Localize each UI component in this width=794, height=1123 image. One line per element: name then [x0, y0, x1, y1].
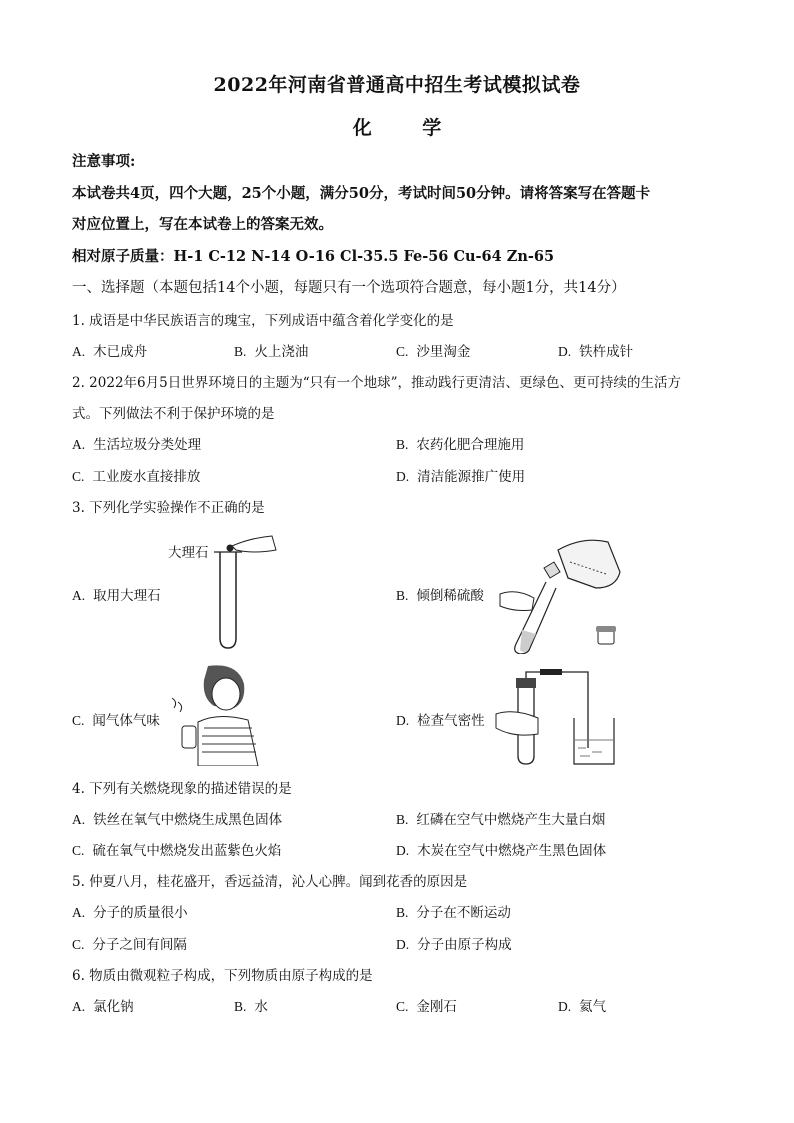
atomic-masses: 相对原子质量：H-1 C-12 N-14 O-16 Cl-35.5 Fe-56 Cu-64 Zn-65 [72, 248, 555, 265]
q6-option-a: A. 氯化钠 [72, 999, 134, 1015]
q4-option-b: B. 红磷在空气中燃烧产生大量白烟 [396, 812, 606, 828]
q4-option-a: A. 铁丝在氧气中燃烧生成黑色固体 [72, 812, 283, 828]
question-4-stem: 4. 下列有关燃烧现象的描述错误的是 [72, 781, 292, 797]
q3-option-d: D. 检查气密性 [396, 713, 485, 729]
q5-option-c: C. 分子之间有间隔 [72, 937, 187, 953]
notice-line-1: 本试卷共4页，四个大题，25个小题，满分50分，考试时间50分钟。请将答案写在答题卡 [72, 185, 651, 202]
q2-option-c: C. 工业废水直接排放 [72, 469, 201, 485]
question-1-stem: 1. 成语是中华民族语言的瑰宝，下列成语中蕴含着化学变化的是 [72, 313, 454, 329]
q1-option-c: C. 沙里淘金 [396, 344, 471, 360]
q6-option-c: C. 金刚石 [396, 999, 457, 1015]
q5-option-b: B. 分子在不断运动 [396, 905, 511, 921]
question-2-stem-cont: 式。下列做法不利于保护环境的是 [72, 406, 275, 422]
marble-label: 大理石 [168, 545, 209, 561]
q1-option-d: D. 铁杵成针 [558, 344, 634, 360]
subject-title: 化 学 [352, 117, 464, 139]
question-6-stem: 6. 物质由微观粒子构成，下列物质由原子构成的是 [72, 968, 373, 984]
figure-smell-gas [168, 662, 268, 766]
q2-option-d: D. 清洁能源推广使用 [396, 469, 526, 485]
section1-heading: 一、选择题（本题包括14个小题，每题只有一个选项符合题意，每小题1分，共14分） [72, 280, 626, 296]
notice-heading: 注意事项: [72, 153, 136, 170]
q6-option-b: B. 水 [234, 999, 268, 1015]
q1-option-b: B. 火上浇油 [234, 344, 309, 360]
question-2-stem: 2. 2022年6月5日世界环境日的主题为“只有一个地球”，推动践行更清洁、更绿色、更可持续的生活方 [72, 375, 682, 391]
figure-take-marble [210, 530, 280, 652]
q3-option-b: B. 倾倒稀硫酸 [396, 588, 484, 604]
question-3-stem: 3. 下列化学实验操作不正确的是 [72, 500, 265, 516]
notice-line-2: 对应位置上，写在本试卷上的答案无效。 [72, 216, 333, 233]
q5-option-d: D. 分子由原子构成 [396, 937, 512, 953]
q3-option-a: A. 取用大理石 [72, 588, 161, 604]
figure-pour-acid [488, 532, 628, 654]
question-5-stem: 5. 仲夏八月，桂花盛开，香远益清，沁人心脾。闻到花香的原因是 [72, 874, 468, 890]
q3-option-c: C. 闻气体气味 [72, 713, 160, 729]
figure-check-airtightness [490, 668, 630, 768]
exam-title: 2022年河南省普通高中招生考试模拟试卷 [213, 74, 581, 96]
q2-option-a: A. 生活垃圾分类处理 [72, 437, 202, 453]
q4-option-c: C. 硫在氧气中燃烧发出蓝紫色火焰 [72, 843, 282, 859]
q1-option-a: A. 木已成舟 [72, 344, 148, 360]
q4-option-d: D. 木炭在空气中燃烧产生黑色固体 [396, 843, 607, 859]
q2-option-b: B. 农药化肥合理施用 [396, 437, 525, 453]
q5-option-a: A. 分子的质量很小 [72, 905, 188, 921]
q6-option-d: D. 氦气 [558, 999, 607, 1015]
